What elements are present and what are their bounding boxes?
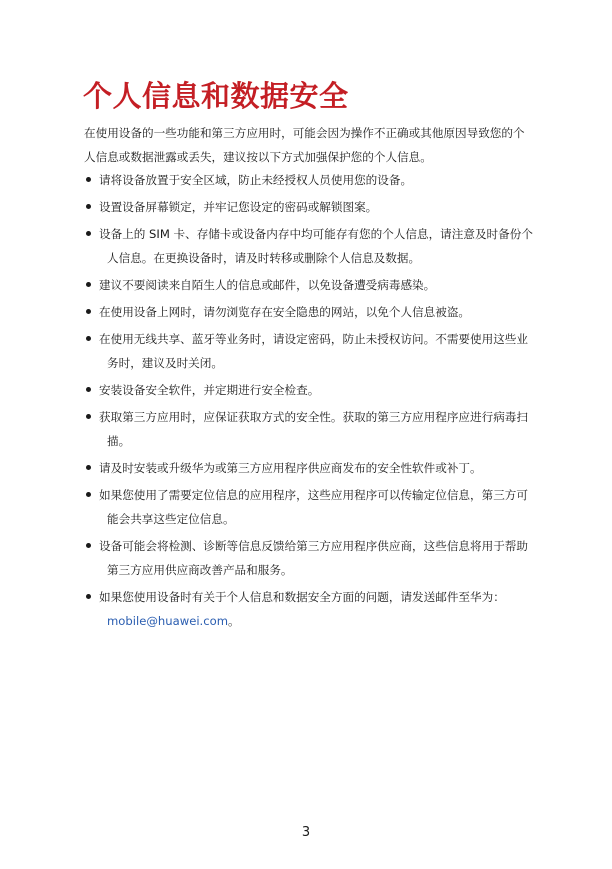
list-item [84,483,536,531]
list-item-text: 设备可能会将检测、诊断等信息反馈给第三方应用程序供应商，这些信息将用于帮助第三方应用供应商改善产品和服务。 [99,539,528,577]
list-item-text: 建议不要阅读来自陌生人的信息或邮件，以免设备遭受病毒感染。 [99,278,436,292]
contact-text: 如果您使用设备时有关于个人信息和数据安全方面的问题，请发送邮件至华为： [99,590,505,604]
list-item-text: 获取第三方应用时，应保证获取方式的安全性。获取的第三方应用程序应进行病毒扫描。 [99,410,528,448]
list-item-text: 请将设备放置于安全区域，防止未经授权人员使用您的设备。 [99,173,413,187]
list-item [84,168,536,192]
bullet-dot-icon [86,594,91,599]
list-item-text: 如果您使用了需要定位信息的应用程序，这些应用程序可以传输定位信息，第三方可能会共享这些定位信息。 [99,488,528,526]
bullet-dot-icon [86,387,91,392]
list-item-contact [84,585,536,633]
bullet-dot-icon [86,543,91,548]
email-link[interactable]: mobile@huawei.com [107,614,228,628]
bullet-dot-icon [86,309,91,314]
list-item-text: 安装设备安全软件，并定期进行安全检查。 [99,383,320,397]
list-item [84,300,536,324]
list-item [84,378,536,402]
bullet-dot-icon [86,204,91,209]
list-item-text: 设置设备屏幕锁定，并牢记您设定的密码或解锁图案。 [99,200,378,214]
contact-suffix: 。 [228,614,240,628]
list-item-text: 在使用设备上网时，请勿浏览存在安全隐患的网站，以免个人信息被盗。 [99,305,471,319]
bullet-dot-icon [86,465,91,470]
list-item [84,327,536,375]
list-item [84,456,536,480]
list-item-text: 设备上的 SIM 卡、存储卡或设备内存中均可能存有您的个人信息，请注意及时备份个人信息。在更换设备时，请及时转移或删除个人信息及数据。 [99,227,533,265]
bullet-dot-icon [86,492,91,497]
bullet-dot-icon [86,231,91,236]
bullet-dot-icon [86,177,91,182]
list-item [84,405,536,453]
bullet-dot-icon [86,336,91,341]
page-number: 3 [301,825,311,840]
page-title: 个人信息和数据安全 [83,79,349,113]
security-tips-list [84,168,536,636]
bullet-dot-icon [86,282,91,287]
list-item [84,195,536,219]
list-item [84,222,536,270]
list-item [84,534,536,582]
list-item-text [99,585,536,633]
list-item-text: 在使用无线共享、蓝牙等业务时，请设定密码，防止未授权访问。不需要使用这些业务时，建议及时关闭。 [99,332,528,370]
list-item [84,273,536,297]
list-item-text: 请及时安装或升级华为或第三方应用程序供应商发布的安全性软件或补丁。 [99,461,482,475]
bullet-dot-icon [86,414,91,419]
intro-paragraph: 在使用设备的一些功能和第三方应用时，可能会因为操作不正确或其他原因导致您的个人信息或数据泄露或丢失，建议按以下方式加强保护您的个人信息。 [84,126,525,164]
